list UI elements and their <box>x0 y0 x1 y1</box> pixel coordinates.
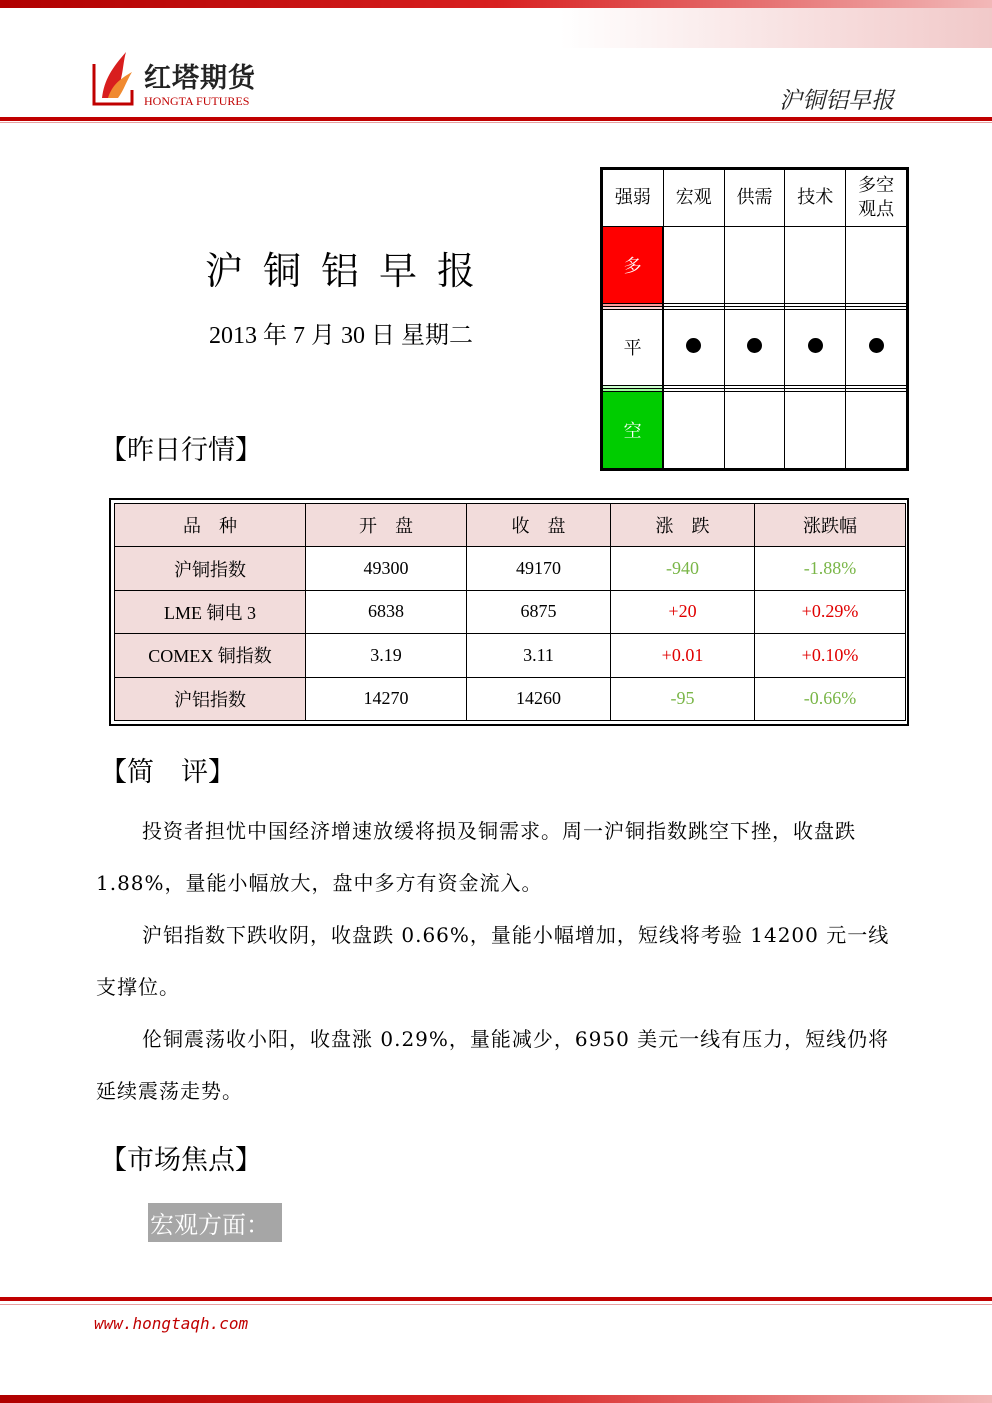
matrix-cell <box>724 392 785 469</box>
matrix-cell <box>785 309 846 386</box>
matrix-header-cell: 供需 <box>724 170 785 227</box>
top-decor-fade <box>560 8 992 48</box>
footer-divider-thin <box>0 1304 992 1305</box>
change-percent-cell: -0.66% <box>755 677 906 720</box>
matrix-cell <box>663 227 724 304</box>
instrument-name-cell: 沪铜指数 <box>115 547 306 590</box>
matrix-cell <box>724 227 785 304</box>
change-percent-cell: -1.88% <box>755 547 906 590</box>
price-change-cell: -940 <box>611 547 755 590</box>
tower-flame-icon <box>92 50 136 106</box>
matrix-cell <box>785 227 846 304</box>
document-title: 沪铜铝早报 <box>205 249 496 293</box>
quotes-header-cell: 涨跌幅 <box>755 504 906 547</box>
change-percent-cell: +0.10% <box>755 634 906 677</box>
comment-paragraph: 伦铜震荡收小阳，收盘涨 0.29%，量能减少，6950 美元一线有压力，短线仍将延续震荡走势。 <box>96 1027 890 1103</box>
matrix-header-cell: 宏观 <box>663 170 724 227</box>
strength-matrix <box>600 167 909 471</box>
matrix-cell <box>663 309 724 386</box>
comment-body <box>96 805 896 1117</box>
matrix-cell <box>846 392 907 469</box>
matrix-row <box>603 227 907 304</box>
footer-website-link[interactable]: www.hongtaqh.com <box>94 1314 249 1333</box>
instrument-name-cell: LME 铜电 3 <box>115 590 306 633</box>
header-title: 沪铜铝早报 <box>779 88 894 114</box>
header-divider <box>0 117 992 121</box>
macro-subheading: 宏观方面： <box>148 1203 282 1242</box>
document-date: 2013 年 7 月 30 日 星期二 <box>209 323 473 349</box>
bullet-dot-icon <box>686 338 701 353</box>
bullet-dot-icon <box>869 338 884 353</box>
price-change-cell: +20 <box>611 590 755 633</box>
matrix-row <box>603 309 907 386</box>
bullet-dot-icon <box>747 338 762 353</box>
matrix-cell <box>846 227 907 304</box>
matrix-cell <box>724 309 785 386</box>
close-price-cell: 3.11 <box>467 634 611 677</box>
matrix-row <box>603 392 907 469</box>
footer-divider <box>0 1297 992 1301</box>
logo-chinese-name: 红塔期货 <box>144 63 256 94</box>
close-price-cell: 6875 <box>467 590 611 633</box>
instrument-name-cell: 沪铝指数 <box>115 677 306 720</box>
price-change-cell: +0.01 <box>611 634 755 677</box>
matrix-header-cell: 多空 观点 <box>846 170 907 227</box>
logo-english-name: HONGTA FUTURES <box>144 94 250 108</box>
top-decor-bar <box>0 0 992 8</box>
table-row <box>115 677 906 720</box>
matrix-strength-cell: 多 <box>603 227 664 304</box>
matrix-strength-cell: 平 <box>603 309 664 386</box>
company-logo <box>92 40 292 110</box>
bottom-decor-bar <box>0 1395 992 1403</box>
open-price-cell: 49300 <box>306 547 467 590</box>
quotes-grid <box>114 503 906 721</box>
comment-paragraph: 沪铝指数下跌收阴，收盘跌 0.66%，量能小幅增加，短线将考验 14200 元一线支撑位。 <box>96 923 890 999</box>
quotes-header-cell: 开 盘 <box>306 504 467 547</box>
matrix-cell <box>785 392 846 469</box>
section-comment-heading: 【简 评】 <box>100 757 235 788</box>
matrix-cell <box>663 392 724 469</box>
quotes-header-cell: 收 盘 <box>467 504 611 547</box>
close-price-cell: 49170 <box>467 547 611 590</box>
bullet-dot-icon <box>808 338 823 353</box>
comment-paragraph: 投资者担忧中国经济增速放缓将损及铜需求。周一沪铜指数跳空下挫，收盘跌 1.88%，量能小幅放大，盘中多方有资金流入。 <box>96 819 856 895</box>
price-change-cell: -95 <box>611 677 755 720</box>
quotes-header-cell: 涨 跌 <box>611 504 755 547</box>
section-focus-heading: 【市场焦点】 <box>100 1145 262 1176</box>
quotes-table <box>109 498 909 726</box>
strength-matrix-table <box>602 169 907 469</box>
matrix-cell <box>846 309 907 386</box>
change-percent-cell: +0.29% <box>755 590 906 633</box>
instrument-name-cell: COMEX 铜指数 <box>115 634 306 677</box>
table-row <box>115 634 906 677</box>
section-yesterday-heading: 【昨日行情】 <box>100 435 262 466</box>
header-divider-thin <box>0 122 992 123</box>
matrix-header-cell: 技术 <box>785 170 846 227</box>
table-row <box>115 590 906 633</box>
matrix-strength-cell: 空 <box>603 392 664 469</box>
open-price-cell: 3.19 <box>306 634 467 677</box>
close-price-cell: 14260 <box>467 677 611 720</box>
matrix-header-cell: 强弱 <box>603 170 664 227</box>
table-row <box>115 547 906 590</box>
open-price-cell: 14270 <box>306 677 467 720</box>
open-price-cell: 6838 <box>306 590 467 633</box>
quotes-header-cell: 品 种 <box>115 504 306 547</box>
